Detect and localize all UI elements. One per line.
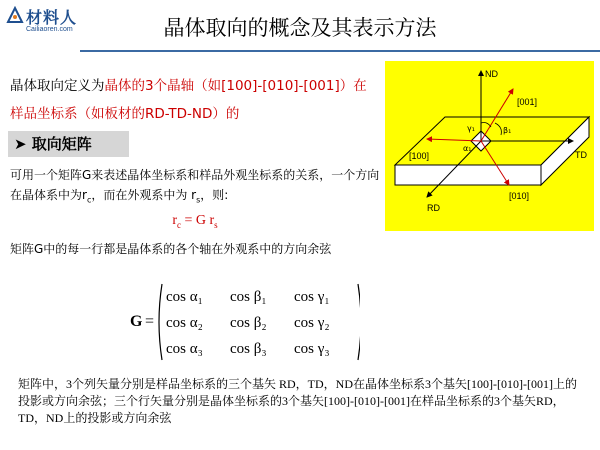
equation-rhs-sub: s xyxy=(214,219,218,230)
matrix-equals: = xyxy=(145,313,155,330)
beta-label: β₁ xyxy=(503,126,512,135)
dir-010-label: [010] xyxy=(509,191,530,201)
matrix-cell: cos α₃ xyxy=(166,341,203,357)
matrix-cell: cos α₂ xyxy=(166,315,203,331)
rd-label: RD xyxy=(427,203,440,213)
alpha-label: α₁ xyxy=(463,144,472,153)
matrix-cell: cos β₃ xyxy=(230,341,267,357)
orientation-matrix xyxy=(130,282,360,362)
matrix-cell: cos β₁ xyxy=(230,289,267,305)
relation-sub-s: s xyxy=(196,195,201,205)
bottom-paragraph: 矩阵中，3个列矢量分别是样品坐标系的三个基矢 RD，TD，ND在晶体坐标系3个基矢[100]-[010]-[001]上的投影或方向余弦；三个行矢量分别是晶体坐标系的3个基矢[100]-[010]-[001]在样品坐标系的3个基矢RD，TD，ND上的投影或方向余弦 xyxy=(18,377,577,425)
matrix-row xyxy=(166,310,356,336)
intro-paragraph xyxy=(10,72,370,128)
matrix-row xyxy=(166,284,356,310)
equation-lhs-sub: c xyxy=(176,219,181,230)
matrix-cell: cos α₁ xyxy=(166,289,203,305)
equation xyxy=(0,213,390,230)
dir-001-label: [001] xyxy=(517,97,538,107)
title-divider xyxy=(80,50,600,52)
matrix-cell: cos γ₃ xyxy=(294,341,330,357)
relation-text-b: ，而在外观系中为 r xyxy=(91,188,197,202)
logo-text: 材料人 xyxy=(26,8,78,27)
matrix-row xyxy=(166,336,356,362)
relation-sub-c: c xyxy=(86,195,92,205)
matrix-label: G xyxy=(130,313,143,330)
relation-text-a: 可用一个矩阵G来表述晶体坐标系和样品外观坐标系的关系，一个方向在晶体系中为r xyxy=(10,168,380,202)
equation-mid: = G r xyxy=(180,213,215,228)
dir-100-label: [100] xyxy=(409,151,430,161)
orientation-diagram xyxy=(385,61,594,231)
intro-highlight: 晶体的3个晶轴（如[100]-[010]-[001]）在样品坐标系（如板材的RD-TD-ND）的 xyxy=(10,78,367,122)
equation-lhs: r xyxy=(172,213,177,228)
page-title: 晶体取向的概念及其表示方法 xyxy=(163,16,437,40)
matrix-cell: cos γ₁ xyxy=(294,289,330,305)
intro-prefix: 晶体取向定义为 xyxy=(10,78,105,94)
relation-text-c: ，则: xyxy=(200,188,229,202)
gamma-label: γ₁ xyxy=(467,124,475,133)
logo-subtext: Cailiaoren.com xyxy=(26,26,73,33)
matrix-cell: cos γ₂ xyxy=(294,315,330,331)
td-label: TD xyxy=(575,150,587,160)
relation-paragraph xyxy=(10,165,382,210)
matrix-cell: cos β₂ xyxy=(230,315,267,331)
matrix-description: 矩阵G中的每一行都是晶体系的各个轴在外观系中的方向余弦 xyxy=(10,242,332,256)
nd-label: ND xyxy=(485,69,498,79)
section-heading: ➤ 取向矩阵 xyxy=(8,131,129,157)
